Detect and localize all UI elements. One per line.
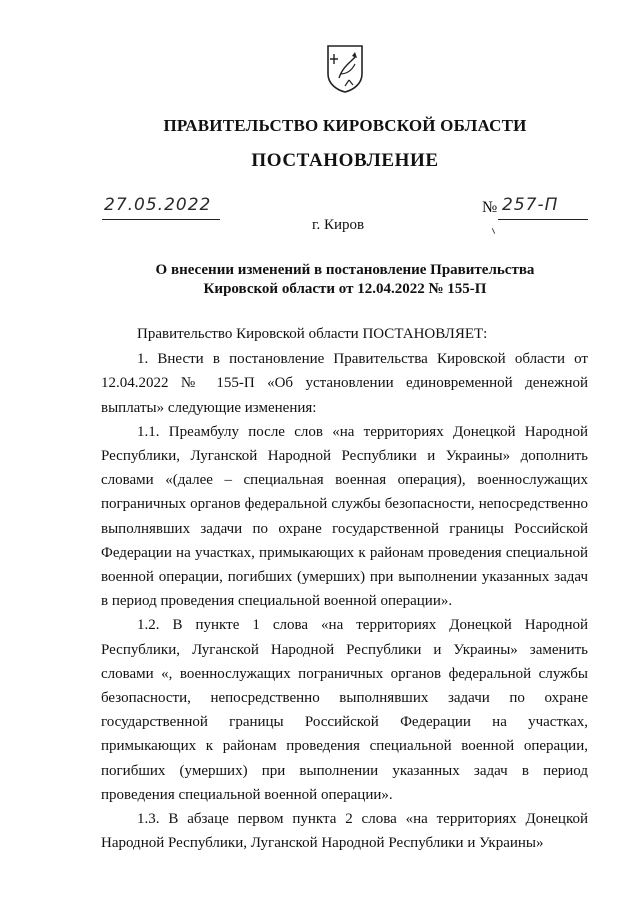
paragraph-1: 1. Внести в постановление Правительства Кировской области от 12.04.2022 № 155-П «Об установлении единовременной денежной выплаты» следующие изменения:	[101, 351, 588, 416]
city-label: г. Киров	[312, 217, 365, 233]
document-body	[101, 322, 588, 855]
paragraph-1-3: 1.3. В абзаце первом пункта 2 слова «на территориях Донецкой Народной Республики, Луганской Народной Республики и Украины»	[101, 811, 588, 852]
preamble-paragraph: Правительство Кировской области ПОСТАНОВЛЯЕТ:	[137, 326, 488, 342]
document-type-title: ПОСТАНОВЛЕНИЕ	[251, 150, 439, 171]
document-date: 27.05.2022	[104, 195, 212, 215]
organization-title: ПРАВИТЕЛЬСТВО КИРОВСКОЙ ОБЛАСТИ	[163, 116, 527, 135]
document-number: 257-П	[502, 195, 559, 215]
subject-line-1: О внесении изменений в постановление Правительства	[155, 262, 535, 278]
pen-mark	[492, 228, 495, 234]
number-sign: №	[482, 199, 498, 216]
subject-line-2: Кировской области от 12.04.2022 № 155-П	[203, 281, 487, 297]
document-subject	[0, 261, 640, 299]
coat-of-arms-emblem	[325, 44, 365, 94]
paragraph-1-1: 1.1. Преамбулу после слов «на территориях Донецкой Народной Республики, Луганской Народной Республики и Украины» дополнить словами «(далее – специальная военная операция), военнослужащих пограничных органов федеральной службы безопасности, непосредственно выполнявших задачи по охране государственной границы Российской Федерации на участках, примыкающих к районам проведения специальной военной операции, погибших (умерших) при выполнении указанных задач в период проведения специальной военной операции».	[101, 423, 588, 610]
paragraph-1-2: 1.2. В пункте 1 слова «на территориях Донецкой Народной Республики, Луганской Народной Республики и Украины» заменить словами «, военнослужащих пограничных органов федеральной службы безопасности, непосредственно выполнявших задачи по охране государственной границы Российской Федерации на участках, примыкающих к районам проведения специальной военной операции, погибших (умерших) при выполнении указанных задач в период проведения специальной военной операции».	[101, 617, 588, 803]
